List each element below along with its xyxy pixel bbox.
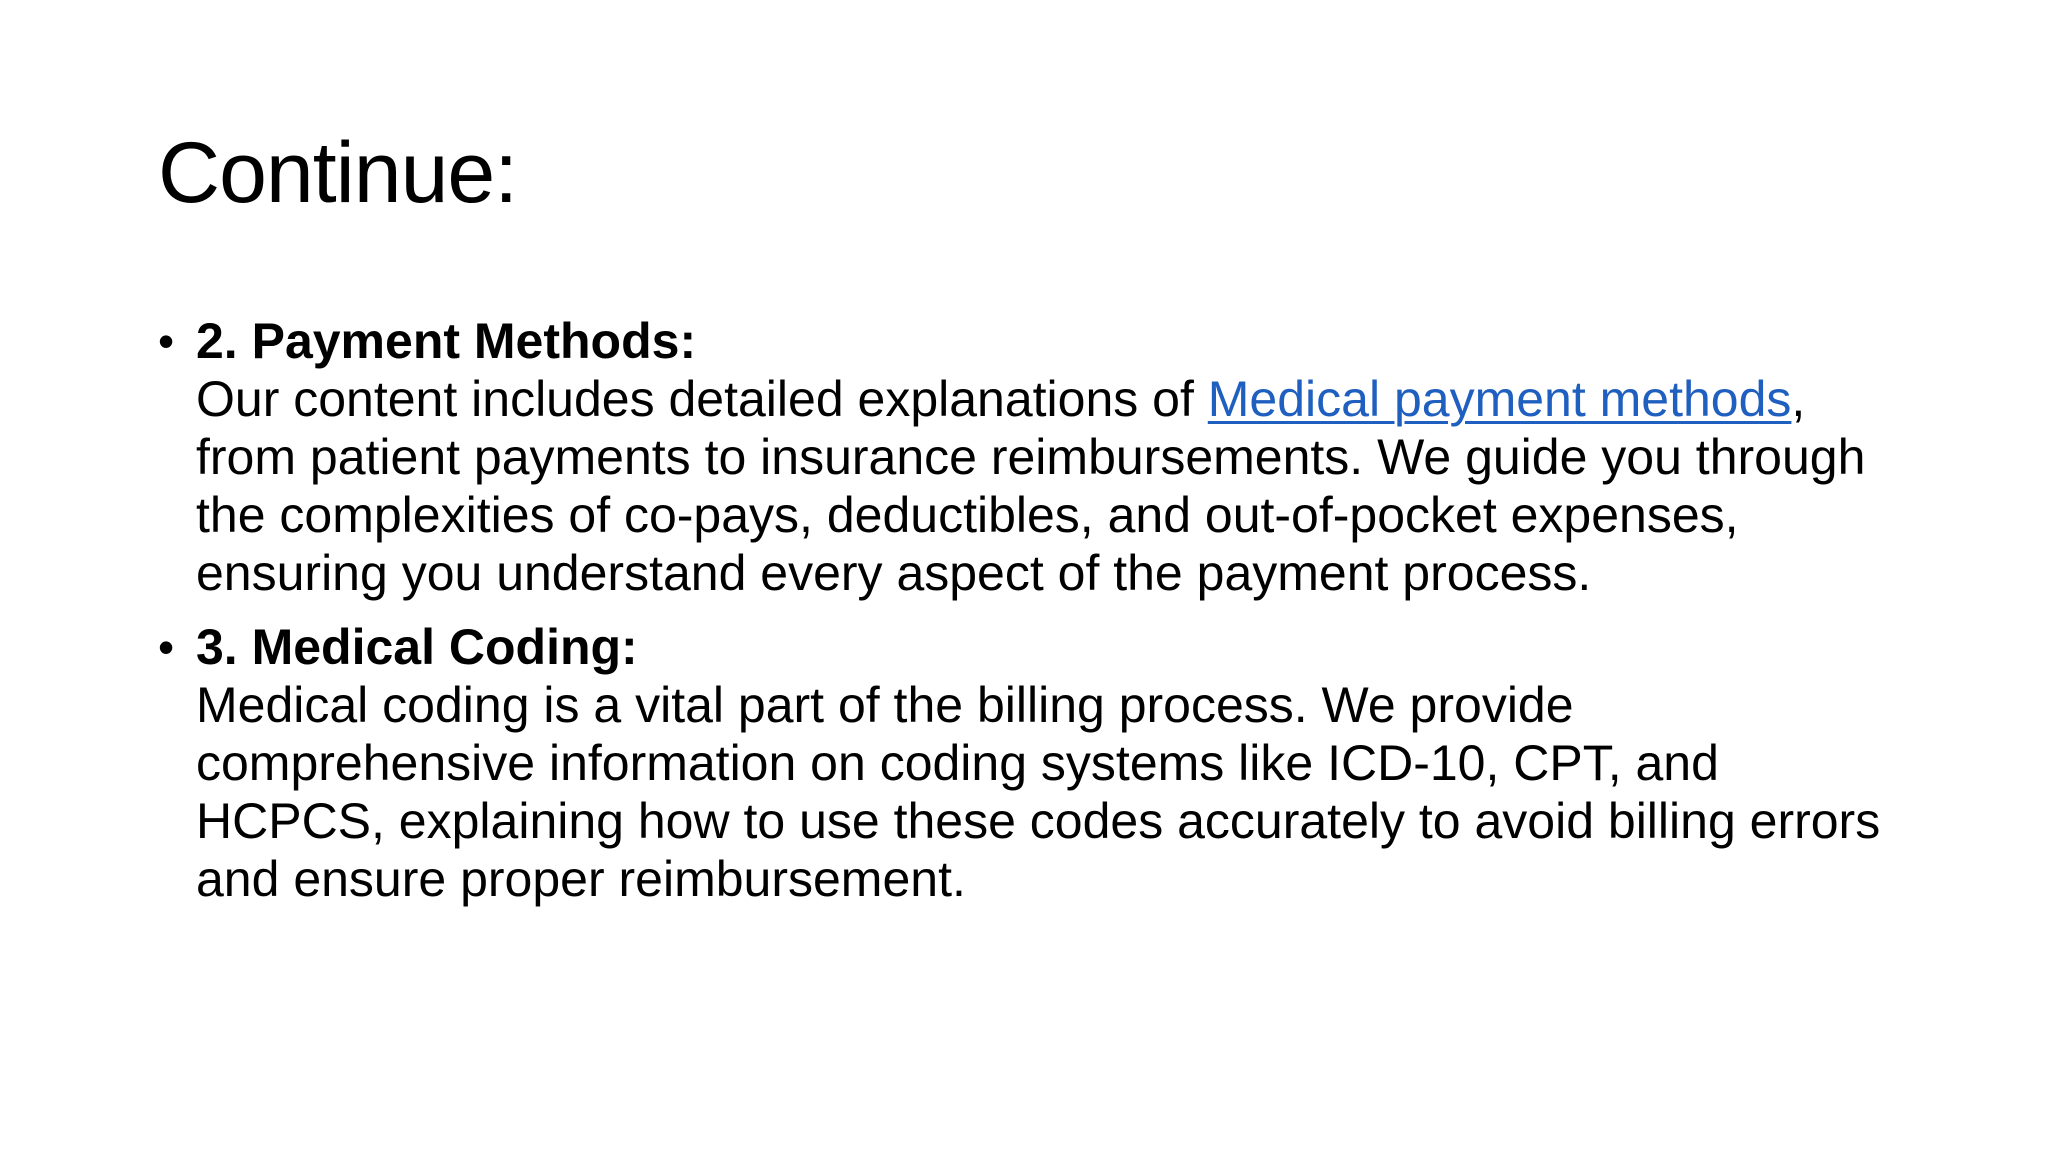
bullet-body-text: , from patient payments to insurance reimbursements. We guide you through the complexities of co-pays, deductibles, and out-of-pocket expenses, ensuring you understand every aspect of the payment process. bbox=[196, 371, 1866, 601]
medical-payment-methods-link[interactable]: Medical payment methods bbox=[1207, 371, 1792, 427]
bullet-dot-icon: • bbox=[158, 315, 175, 367]
bullet-body-text: Our content includes detailed explanations of bbox=[196, 371, 1208, 427]
bullet-dot-icon: • bbox=[158, 621, 175, 673]
slide-title: Continue: bbox=[158, 125, 518, 221]
bullet-item-medical-coding bbox=[158, 618, 1898, 908]
bullet-heading: 2. Payment Methods: bbox=[196, 313, 697, 369]
bullet-item-payment-methods bbox=[158, 312, 1898, 602]
bullet-heading: 3. Medical Coding: bbox=[196, 619, 638, 675]
bullet-list bbox=[158, 312, 1898, 908]
bullet-body: Medical coding is a vital part of the billing process. We provide comprehensive information on coding systems like ICD-10, CPT, and HCPCS, explaining how to use these codes accurately to avoid billing errors and ensure proper reimbursement. bbox=[196, 677, 1881, 907]
bullet-body bbox=[196, 370, 1898, 602]
